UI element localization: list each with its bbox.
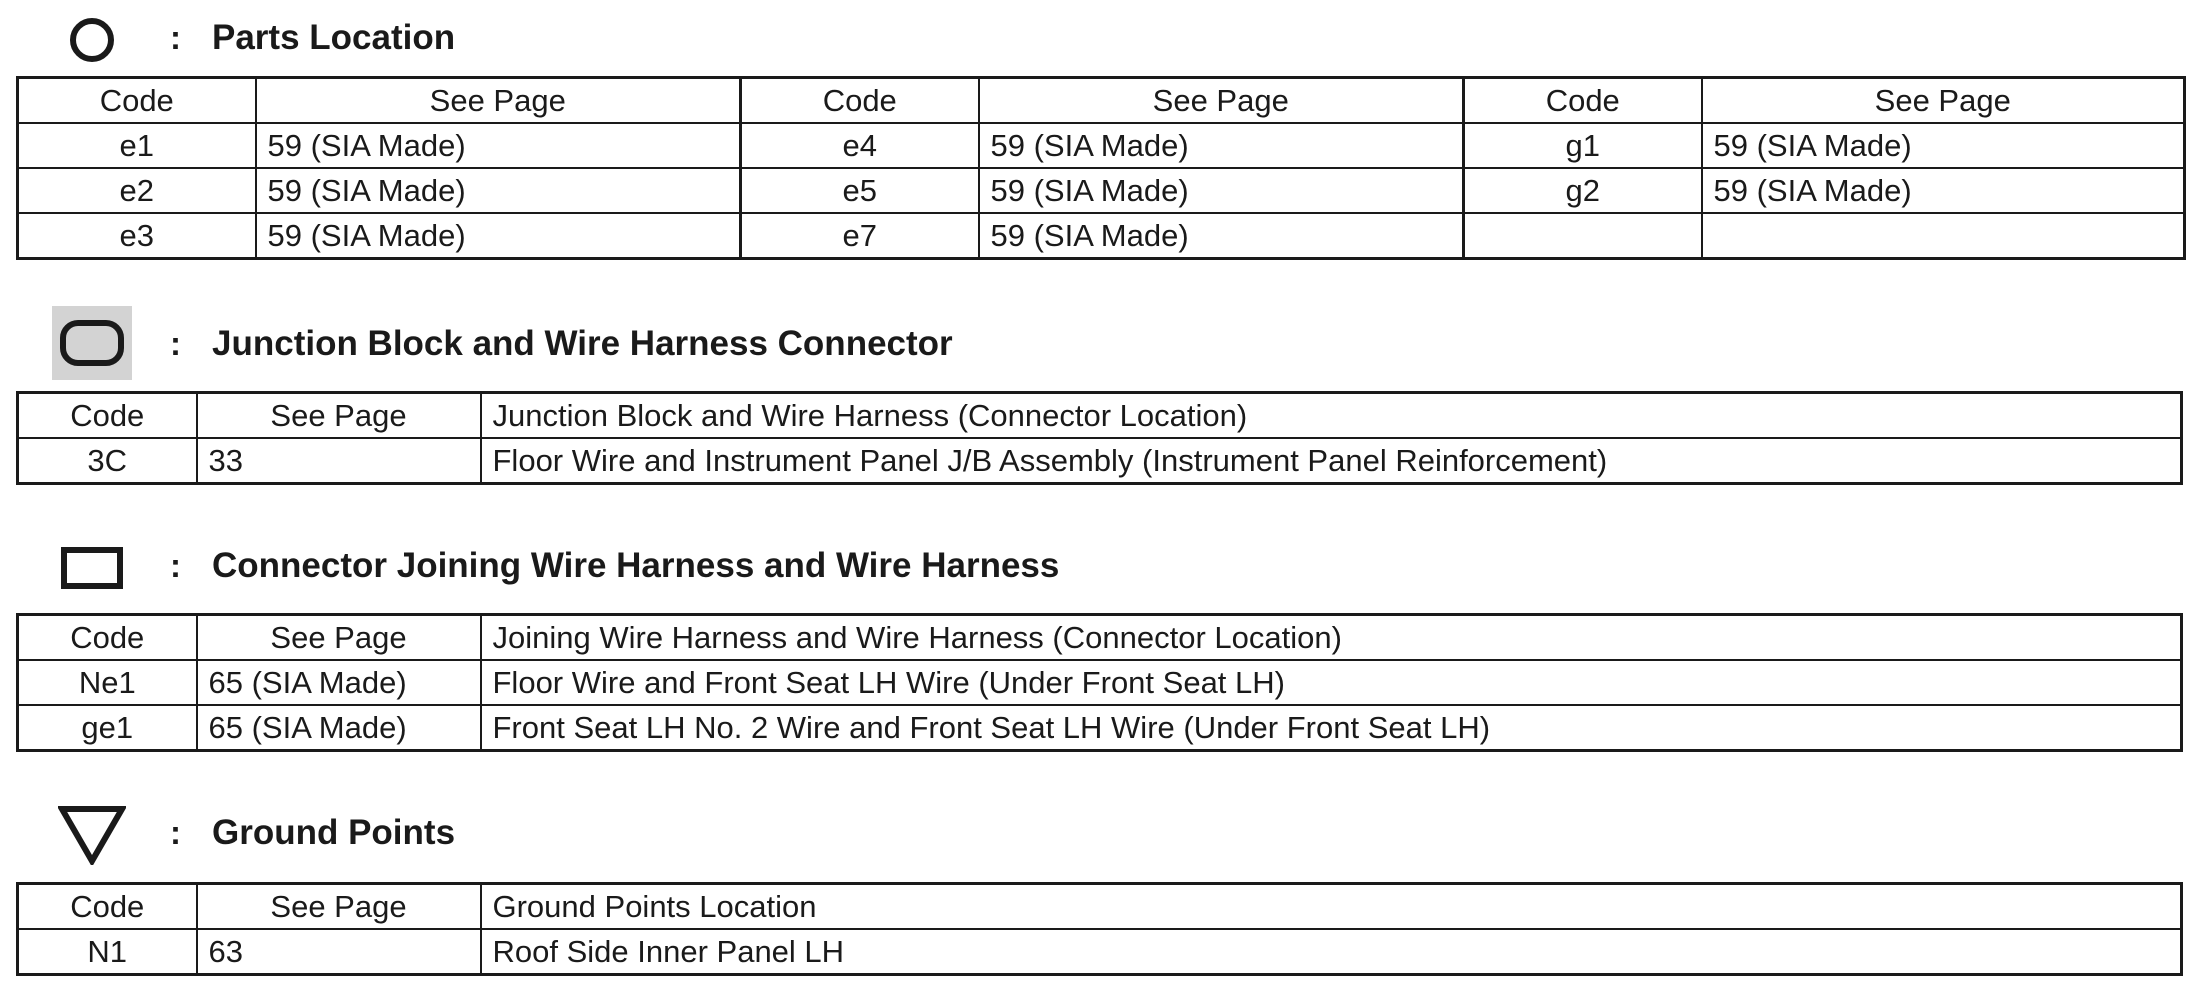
junction-block-title: Junction Block and Wire Harness Connector <box>212 324 953 363</box>
page-cell: 59 (SIA Made) <box>1702 123 2185 168</box>
triangle-down-icon <box>58 805 126 865</box>
header-see-page: See Page <box>197 615 481 661</box>
code-cell: e7 <box>741 213 979 259</box>
table-row <box>18 123 2185 168</box>
page-cell: 59 (SIA Made) <box>256 168 741 213</box>
table-header-row <box>18 78 2185 124</box>
connector-joining-title: Connector Joining Wire Harness and Wire Harness <box>212 546 1060 585</box>
description-cell: Front Seat LH No. 2 Wire and Front Seat LH Wire (Under Front Seat LH) <box>481 705 2182 751</box>
code-cell: e2 <box>18 168 256 213</box>
code-cell: e4 <box>741 123 979 168</box>
connector-joining-colon: : <box>170 547 181 584</box>
header-see-page: See Page <box>979 78 1464 124</box>
connector-joining-header <box>0 528 2199 608</box>
header-see-page: See Page <box>197 884 481 930</box>
junction-block-colon: : <box>170 325 181 362</box>
table-row <box>18 929 2182 975</box>
code-cell: ge1 <box>18 705 197 751</box>
header-description: Junction Block and Wire Harness (Connector Location) <box>481 393 2182 439</box>
page-cell: 63 <box>197 929 481 975</box>
ground-points-table <box>16 882 2183 976</box>
header-code: Code <box>18 615 197 661</box>
junction-symbol-background <box>52 306 132 380</box>
page-cell: 59 (SIA Made) <box>979 168 1464 213</box>
header-see-page: See Page <box>197 393 481 439</box>
parts-location-header <box>0 0 2199 80</box>
header-see-page: See Page <box>1702 78 2185 124</box>
parts-location-title: Parts Location <box>212 18 456 57</box>
junction-block-header <box>0 304 2199 384</box>
header-description: Ground Points Location <box>481 884 2182 930</box>
header-description: Joining Wire Harness and Wire Harness (Connector Location) <box>481 615 2182 661</box>
junction-block-table <box>16 391 2183 485</box>
page-cell: 59 (SIA Made) <box>979 213 1464 259</box>
header-code: Code <box>741 78 979 124</box>
code-cell: 3C <box>18 438 197 484</box>
connector-joining-table <box>16 613 2183 752</box>
page-cell: 65 (SIA Made) <box>197 705 481 751</box>
page-cell: 33 <box>197 438 481 484</box>
circle-icon <box>52 0 132 80</box>
description-cell: Floor Wire and Instrument Panel J/B Assembly (Instrument Panel Reinforcement) <box>481 438 2182 484</box>
page-cell <box>1702 213 2185 259</box>
parts-location-colon: : <box>170 19 181 56</box>
description-cell: Roof Side Inner Panel LH <box>481 929 2182 975</box>
page-cell: 59 (SIA Made) <box>256 213 741 259</box>
header-code: Code <box>1464 78 1702 124</box>
ground-points-title: Ground Points <box>212 813 456 852</box>
ground-points-header <box>0 795 2199 875</box>
table-row <box>18 168 2185 213</box>
rectangle-icon <box>60 546 124 590</box>
header-see-page: See Page <box>256 78 741 124</box>
code-cell <box>1464 213 1702 259</box>
page-cell: 59 (SIA Made) <box>979 123 1464 168</box>
page-cell: 59 (SIA Made) <box>1702 168 2185 213</box>
code-cell: Ne1 <box>18 660 197 705</box>
table-row <box>18 705 2182 751</box>
table-header-row <box>18 393 2182 439</box>
page-cell: 59 (SIA Made) <box>256 123 741 168</box>
code-cell: e3 <box>18 213 256 259</box>
description-cell: Floor Wire and Front Seat LH Wire (Under Front Seat LH) <box>481 660 2182 705</box>
header-code: Code <box>18 393 197 439</box>
code-cell: e1 <box>18 123 256 168</box>
table-row <box>18 438 2182 484</box>
code-cell: N1 <box>18 929 197 975</box>
table-row <box>18 213 2185 259</box>
table-header-row <box>18 884 2182 930</box>
ground-points-colon: : <box>170 814 181 851</box>
page-cell: 65 (SIA Made) <box>197 660 481 705</box>
table-header-row <box>18 615 2182 661</box>
connector-symbol-box <box>52 528 132 608</box>
table-row <box>18 660 2182 705</box>
code-cell: g1 <box>1464 123 1702 168</box>
header-code: Code <box>18 884 197 930</box>
parts-location-table <box>16 76 2186 260</box>
ground-symbol-box <box>52 795 132 875</box>
code-cell: g2 <box>1464 168 1702 213</box>
header-code: Code <box>18 78 256 124</box>
code-cell: e5 <box>741 168 979 213</box>
rounded-rectangle-icon <box>59 319 125 367</box>
